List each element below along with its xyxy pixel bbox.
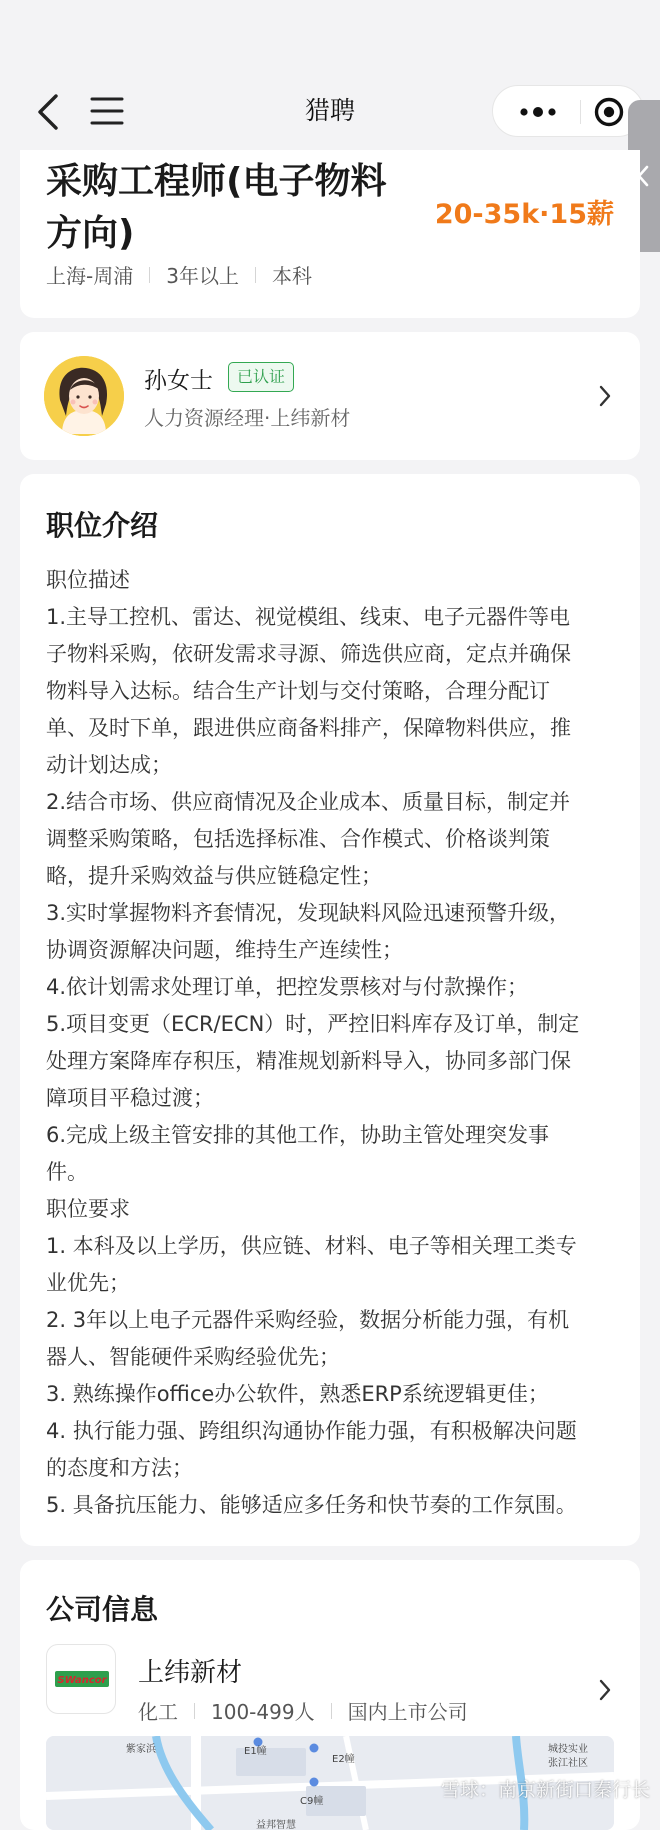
job-description-text	[46, 562, 626, 1524]
description-line: 职位描述	[46, 568, 130, 592]
description-line: 5.项目变更（ECR/ECN）时，严控旧料库存及订单，制定	[46, 1012, 580, 1036]
map-label: 张江社区	[548, 1758, 588, 1769]
description-line: 6.完成上级主管安排的其他工作，协助主管处理突发事	[46, 1123, 550, 1147]
description-line: 的态度和方法；	[46, 1456, 193, 1480]
description-line: 2.结合市场、供应商情况及企业成本、质量目标，制定并	[46, 790, 571, 814]
job-meta	[46, 260, 312, 289]
company-industry: 化工	[138, 1700, 178, 1724]
description-line: 动计划达成；	[46, 753, 172, 777]
company-name: 上纬新材	[138, 1658, 243, 1688]
description-line: 4.依计划需求处理订单，把控发票核对与付款操作；	[46, 975, 529, 999]
target-icon[interactable]	[593, 96, 625, 128]
map-label: E1幢	[244, 1746, 267, 1757]
description-line: 业优先；	[46, 1271, 130, 1295]
top-navbar	[0, 0, 660, 155]
capsule-divider	[580, 100, 581, 124]
job-location: 上海-周浦	[46, 264, 134, 288]
description-line: 职位要求	[46, 1197, 130, 1221]
job-education: 本科	[271, 264, 312, 288]
description-line: 协调资源解决问题，维持生产连续性；	[46, 938, 403, 962]
description-line: 物料导入达标。结合生产计划与交付策略，合理分配订	[46, 679, 550, 703]
job-experience: 3年以上	[166, 264, 239, 288]
description-line: 处理方案降库存积压，精准规划新料导入，协同多部门保	[46, 1049, 571, 1073]
meta-divider	[194, 1703, 195, 1719]
job-description-card	[20, 474, 640, 1546]
map-label: 紫家浜	[126, 1744, 156, 1755]
description-line: 2. 3年以上电子元器件采购经验，数据分析能力强，有机	[46, 1308, 570, 1332]
description-line: 3.实时掌握物料齐套情况，发现缺料风险迅速预警升级，	[46, 901, 571, 925]
description-line: 1.主导工控机、雷达、视觉模组、线束、电子元器件等电	[46, 605, 571, 629]
company-size: 100-499人	[211, 1700, 315, 1724]
description-line: 器人、智能硬件采购经验优先；	[46, 1345, 340, 1369]
section-title: 职位介绍	[46, 509, 159, 542]
chevron-right-icon	[598, 1678, 612, 1702]
recruiter-card[interactable]	[20, 332, 640, 460]
map-label: C9幢	[300, 1796, 324, 1807]
company-type: 国内上市公司	[347, 1700, 468, 1724]
description-line: 子物料采购，依研发需求寻源、筛选供应商，定点并确保	[46, 642, 571, 666]
salary: 20-35k·15薪	[434, 199, 614, 230]
company-meta	[138, 1696, 468, 1725]
job-summary-card	[20, 150, 640, 318]
map-label: 益邦智慧	[256, 1820, 296, 1830]
description-line: 障项目平稳过渡；	[46, 1086, 214, 1110]
map-label: 城投实业	[548, 1744, 588, 1755]
meta-divider	[149, 267, 150, 283]
more-dots-icon[interactable]	[515, 99, 561, 125]
description-line: 1. 本科及以上学历，供应链、材料、电子等相关理工类专	[46, 1234, 577, 1258]
description-line: 单、及时下单，跟进供应商备料排产，保障物料供应，推	[46, 716, 571, 740]
page-title: 猎聘	[304, 96, 355, 125]
meta-divider	[255, 267, 256, 283]
description-line: 件。	[46, 1160, 88, 1184]
verified-badge: 已认证	[228, 362, 294, 392]
chevron-right-icon	[598, 384, 612, 408]
watermark: 雪球：南京新街口秦行长	[440, 1779, 650, 1801]
avatar	[44, 356, 124, 436]
job-title: 采购工程师(电子物料方向)	[46, 161, 387, 254]
company-logo	[46, 1644, 116, 1714]
section-title: 公司信息	[46, 1593, 159, 1626]
miniprogram-capsule	[492, 85, 644, 137]
meta-divider	[331, 1703, 332, 1719]
map-label: E2幢	[332, 1754, 355, 1765]
company-logo-text: SWancor	[57, 1675, 107, 1686]
description-line: 5. 具备抗压能力、能够适应多任务和快节奏的工作氛围。	[46, 1493, 577, 1517]
description-line: 调整采购策略，包括选择标准、合作模式、价格谈判策	[46, 827, 550, 851]
recruiter-name: 孙女士	[144, 368, 213, 394]
description-line: 4. 执行能力强、跨组织沟通协作能力强，有积极解决问题	[46, 1419, 577, 1443]
description-line: 略，提升采购效益与供应链稳定性；	[46, 864, 382, 888]
recruiter-role: 人力资源经理·上纬新材	[144, 406, 351, 430]
description-line: 3. 熟练操作office办公软件，熟悉ERP系统逻辑更佳；	[46, 1382, 549, 1406]
